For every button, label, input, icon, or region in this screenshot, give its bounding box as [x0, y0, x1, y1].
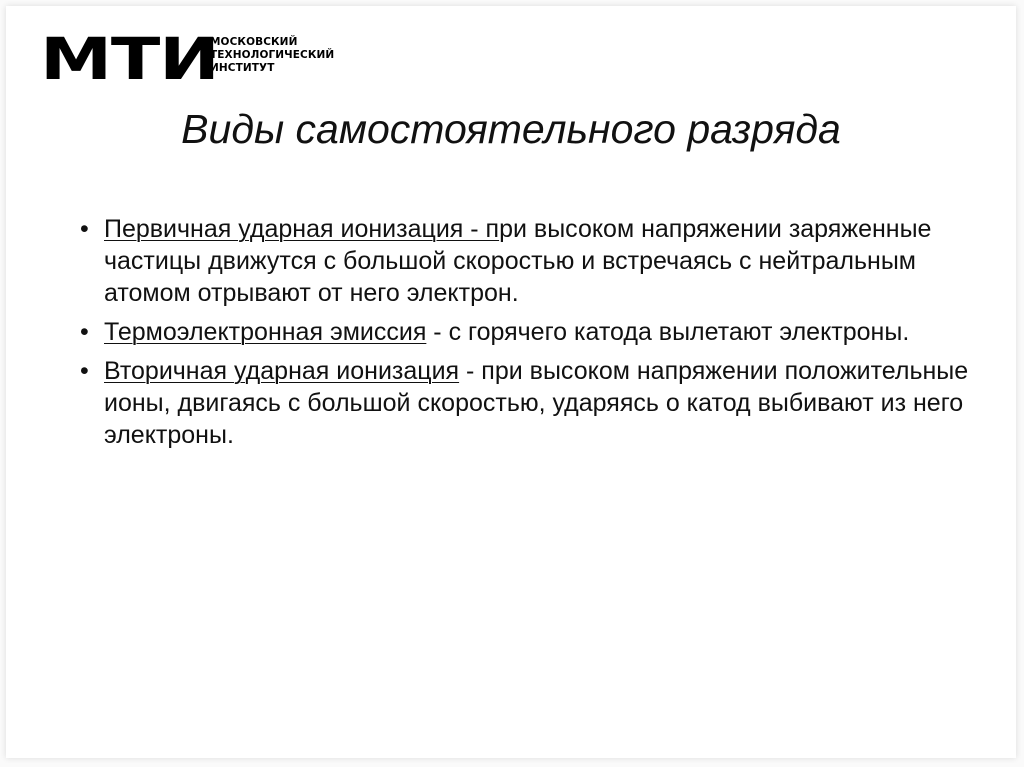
- bullet-marker: •: [80, 318, 89, 346]
- slide: [6, 6, 1016, 758]
- logo-mark: МТИ: [40, 25, 219, 93]
- bullet-item-thermionic-emission: [78, 316, 978, 348]
- bullet-item-primary-ionization: [78, 213, 978, 309]
- institute-logo: [40, 25, 335, 93]
- bullet-term: Термоэлектронная эмиссия: [104, 318, 427, 346]
- logo-line-3: ИНСТИТУТ: [210, 62, 275, 74]
- bullet-list: [78, 213, 978, 458]
- bullet-item-secondary-ionization: [78, 355, 978, 451]
- bullet-term: Первичная ударная ионизация - п: [104, 215, 500, 243]
- logo-line-1: МОСКОВСКИЙ: [210, 36, 298, 48]
- bullet-text: - с горячего катода вылетают электроны.: [426, 318, 910, 346]
- slide-title: Виды самостоятельного разряда: [181, 106, 841, 152]
- bullet-text: ри высоком напряжении заряженные частицы движутся с большой скоростью и встречаясь с нейтральным атомом отрывают от него электрон.: [104, 215, 932, 307]
- bullet-marker: •: [80, 357, 89, 385]
- bullet-text: - при высоком напряжении положительные ионы, двигаясь с большой скоростью, ударяясь о катод выбивают из него электроны.: [104, 357, 969, 449]
- logo-line-2: ТЕХНОЛОГИЧЕСКИЙ: [210, 49, 335, 61]
- bullet-term: Вторичная ударная ионизация: [104, 357, 460, 385]
- bullet-marker: •: [80, 215, 89, 243]
